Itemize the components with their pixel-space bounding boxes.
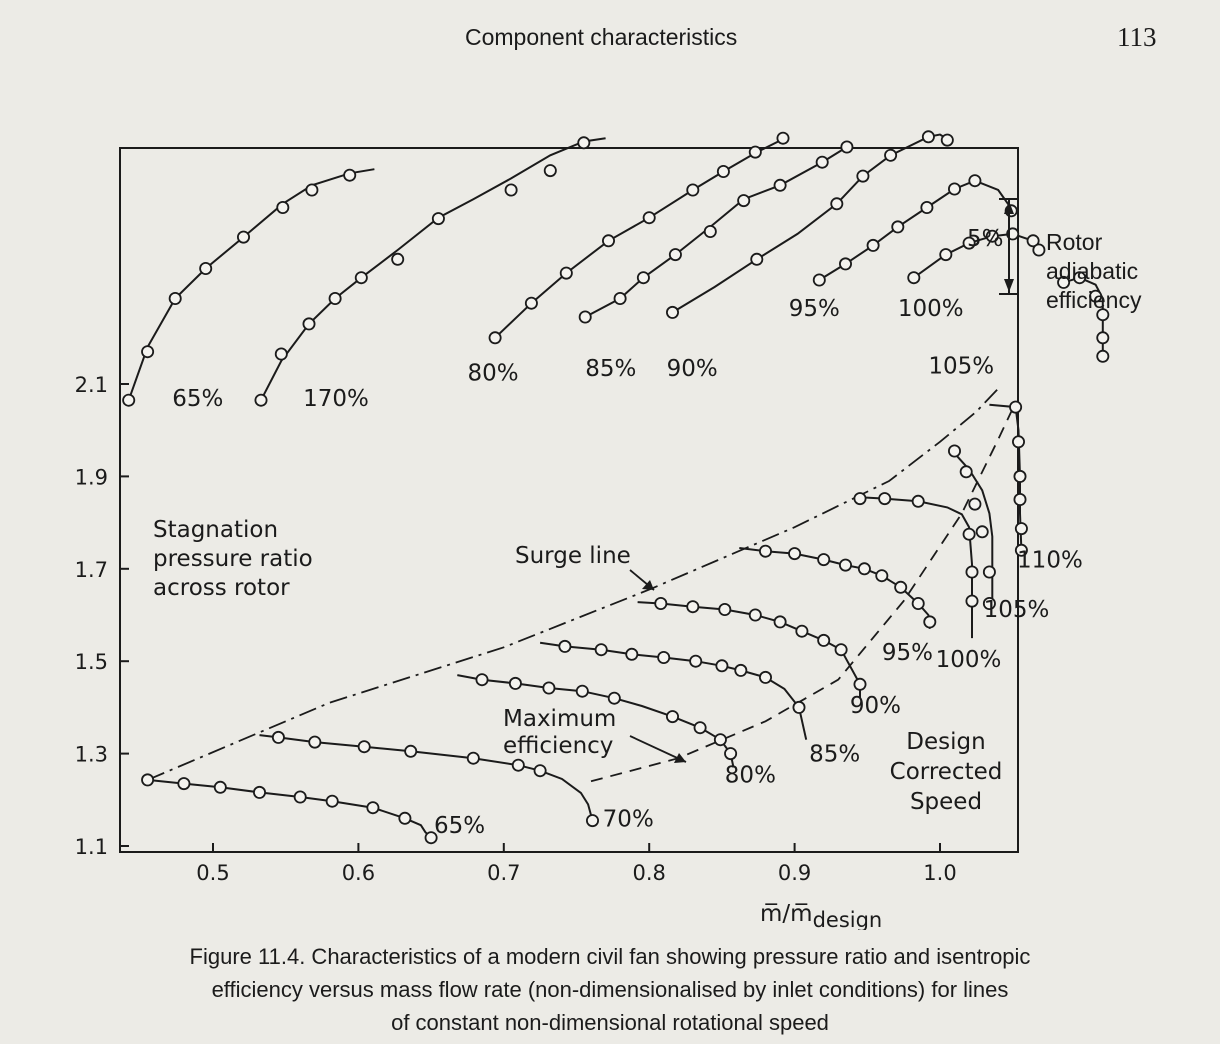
efficiency-marker [392, 254, 403, 265]
chart-root [75, 131, 1142, 930]
efficiency-marker [831, 198, 842, 209]
y-tick-label: 1.7 [74, 557, 108, 582]
efficiency-marker [526, 298, 537, 309]
y-axis-label-line: Stagnation [153, 517, 279, 543]
design-speed-annotation: Speed [909, 789, 983, 815]
y-tick-label: 2.1 [74, 373, 108, 397]
pressure-ratio-marker [367, 802, 378, 813]
efficiency-line-label: 105% [928, 353, 995, 380]
max-efficiency-annotation: Maximum [503, 706, 617, 732]
efficiency-marker [638, 272, 649, 283]
max-efficiency-annotation: efficiency [503, 733, 614, 759]
efficiency-marker [868, 240, 879, 251]
pressure-ratio-marker [760, 672, 771, 683]
y-axis-label-line: across rotor [153, 575, 290, 601]
efficiency-marker [857, 171, 868, 182]
efficiency-marker [276, 348, 287, 359]
pressure-ratio-marker [966, 596, 977, 607]
efficiency-marker [738, 195, 749, 206]
efficiency-marker [885, 150, 896, 161]
pressure-ratio-marker [876, 570, 887, 581]
pressure-ratio-marker [513, 760, 524, 771]
efficiency-marker [170, 293, 181, 304]
efficiency-marker [670, 249, 681, 260]
pressure-ratio-marker [895, 582, 906, 593]
pressure-ratio-marker [854, 493, 865, 504]
pressure-ratio-marker [840, 560, 851, 571]
efficiency-marker [344, 170, 355, 181]
y-tick-label: 1.9 [74, 465, 108, 490]
efficiency-marker [1097, 351, 1108, 362]
pressure-ratio-marker [750, 609, 761, 620]
pressure-ratio-marker [966, 566, 977, 577]
rotor-efficiency-annotation: efficiency [1046, 287, 1142, 313]
pressure-ratio-line-label: 65% [434, 813, 486, 840]
pressure-ratio-marker [626, 649, 637, 660]
efficiency-marker [840, 258, 851, 269]
efficiency-marker [330, 293, 341, 304]
efficiency-marker [687, 184, 698, 195]
x-tick-label: 1.0 [923, 861, 957, 885]
pressure-ratio-line-label: 95% [881, 639, 933, 666]
pressure-ratio-line [638, 602, 860, 698]
pressure-ratio-marker [658, 652, 669, 663]
pressure-ratio-marker [142, 774, 153, 785]
pressure-ratio-marker [655, 598, 666, 609]
y-tick-label: 1.1 [74, 835, 108, 859]
y-tick-label: 1.5 [74, 650, 108, 675]
efficiency-marker [775, 180, 786, 191]
pressure-ratio-marker [405, 746, 416, 757]
pressure-ratio-marker [273, 732, 284, 743]
rotor-efficiency-annotation: Rotor [1046, 229, 1103, 255]
efficiency-marker [545, 165, 556, 176]
pressure-ratio-marker [1010, 402, 1021, 413]
efficiency-marker [303, 318, 314, 329]
pressure-ratio-marker [667, 711, 678, 722]
pressure-ratio-marker [559, 641, 570, 652]
pressure-ratio-marker [543, 682, 554, 693]
pressure-ratio-marker [913, 496, 924, 507]
figure-caption [100, 940, 1120, 1039]
scale-bar-arrowhead [1004, 279, 1014, 292]
pressure-ratio-marker [725, 748, 736, 759]
efficiency-marker [255, 395, 266, 406]
efficiency-marker [750, 147, 761, 158]
x-tick-label: 0.9 [777, 861, 812, 885]
pressure-ratio-line-label: 100% [935, 646, 1002, 673]
efficiency-line-label: 100% [897, 295, 964, 322]
efficiency-marker [942, 135, 953, 146]
pressure-ratio-marker [775, 616, 786, 627]
y-axis-label-line: pressure ratio [153, 546, 313, 572]
pressure-ratio-marker [535, 765, 546, 776]
efficiency-line [495, 139, 783, 338]
efficiency-marker [1097, 332, 1108, 343]
pressure-ratio-marker [964, 529, 975, 540]
pressure-ratio-line-label: 70% [602, 806, 654, 833]
rotor-efficiency-annotation: adiabatic [1046, 258, 1139, 284]
efficiency-marker [433, 213, 444, 224]
pressure-ratio-marker [879, 493, 890, 504]
pressure-ratio-marker [793, 702, 804, 713]
efficiency-marker [923, 131, 934, 142]
pressure-ratio-line-label: 85% [809, 741, 861, 768]
pressure-ratio-marker [818, 635, 829, 646]
efficiency-line-label: 95% [788, 295, 840, 322]
pressure-ratio-marker [969, 499, 980, 510]
pressure-ratio-marker [1016, 523, 1027, 534]
pressure-ratio-marker [818, 554, 829, 565]
efficiency-marker [718, 166, 729, 177]
x-tick-label: 0.5 [196, 861, 230, 885]
page-number: 113 [1117, 22, 1157, 52]
efficiency-marker [1033, 244, 1044, 255]
efficiency-marker [841, 141, 852, 152]
pressure-ratio-marker [690, 656, 701, 667]
efficiency-marker [817, 157, 828, 168]
pressure-ratio-line [148, 780, 432, 838]
efficiency-marker [949, 183, 960, 194]
pressure-ratio-marker [1014, 471, 1025, 482]
efficiency-line [129, 169, 375, 400]
efficiency-marker [751, 254, 762, 265]
efficiency-line [261, 138, 606, 400]
efficiency-marker [490, 332, 501, 343]
pressure-ratio-marker [1013, 436, 1024, 447]
pressure-ratio-marker [476, 674, 487, 685]
pressure-ratio-marker [609, 693, 620, 704]
efficiency-marker [142, 346, 153, 357]
efficiency-marker [921, 202, 932, 213]
efficiency-marker [200, 263, 211, 274]
pressure-ratio-marker [510, 678, 521, 689]
pressure-ratio-marker [715, 734, 726, 745]
efficiency-marker [892, 221, 903, 232]
caption-line-3: of constant non-dimensional rotational speed [391, 1010, 829, 1035]
design-speed-annotation: Corrected [889, 759, 1003, 785]
efficiency-line-label: 85% [585, 355, 637, 382]
efficiency-marker [814, 274, 825, 285]
pressure-ratio-marker [924, 616, 935, 627]
pressure-ratio-marker [949, 445, 960, 456]
pressure-ratio-marker [836, 644, 847, 655]
x-tick-label: 0.7 [487, 861, 521, 885]
pressure-ratio-marker [1014, 494, 1025, 505]
design-speed-annotation: Design [906, 729, 986, 755]
efficiency-marker [969, 175, 980, 186]
efficiency-marker [506, 184, 517, 195]
pressure-ratio-marker [796, 626, 807, 637]
efficiency-marker [615, 293, 626, 304]
pressure-ratio-marker [359, 741, 370, 752]
x-axis-label: m̅/m̅design [760, 901, 883, 930]
pressure-ratio-line [860, 497, 972, 638]
scale-bar-label: 5% [967, 226, 1004, 252]
pressure-ratio-marker [984, 566, 995, 577]
pressure-ratio-marker [399, 813, 410, 824]
pressure-ratio-marker [178, 778, 189, 789]
x-tick-label: 0.8 [632, 861, 666, 885]
surge-line-annotation: Surge line [515, 543, 631, 569]
pressure-ratio-marker [961, 466, 972, 477]
pressure-ratio-line-label: 90% [849, 693, 901, 720]
efficiency-marker [306, 184, 317, 195]
pressure-ratio-marker [295, 791, 306, 802]
pressure-ratio-marker [309, 737, 320, 748]
pressure-ratio-marker [854, 679, 865, 690]
efficiency-marker [777, 133, 788, 144]
pressure-ratio-marker [327, 796, 338, 807]
pressure-ratio-marker [719, 604, 730, 615]
caption-line-2: efficiency versus mass flow rate (non-dimensionalised by inlet conditions) for lines [211, 977, 1009, 1002]
pressure-ratio-marker [760, 546, 771, 557]
efficiency-marker [277, 202, 288, 213]
pressure-ratio-marker [596, 644, 607, 655]
pressure-ratio-marker [859, 563, 870, 574]
pressure-ratio-marker [254, 787, 265, 798]
efficiency-marker [578, 137, 589, 148]
pressure-ratio-marker [716, 660, 727, 671]
efficiency-line-label: 80% [467, 360, 519, 387]
caption-line-1: Figure 11.4. Characteristics of a modern civil fan showing pressure ratio and isentropic [189, 944, 1031, 969]
efficiency-marker [667, 307, 678, 318]
pressure-ratio-line-label: 105% [983, 596, 1050, 623]
efficiency-marker [940, 249, 951, 260]
pressure-ratio-marker [789, 548, 800, 559]
efficiency-marker [580, 311, 591, 322]
efficiency-marker [705, 226, 716, 237]
efficiency-marker [908, 272, 919, 283]
efficiency-marker [561, 268, 572, 279]
pressure-ratio-marker [695, 722, 706, 733]
pressure-ratio-marker [468, 753, 479, 764]
running-title: Component characteristics [465, 24, 738, 50]
efficiency-marker [356, 272, 367, 283]
pressure-ratio-line-label: 80% [724, 762, 776, 789]
efficiency-line-label: 65% [172, 385, 224, 412]
pressure-ratio-marker [687, 601, 698, 612]
pressure-ratio-marker [977, 526, 988, 537]
pressure-ratio-marker [587, 815, 598, 826]
pressure-ratio-marker [577, 686, 588, 697]
efficiency-marker [123, 395, 134, 406]
efficiency-marker [644, 212, 655, 223]
pressure-ratio-line-label: 110% [1017, 547, 1083, 574]
pressure-ratio-marker [215, 782, 226, 793]
y-tick-label: 1.3 [74, 742, 108, 767]
efficiency-line-label: 170% [303, 385, 369, 412]
efficiency-marker [238, 232, 249, 243]
x-tick-label: 0.6 [341, 861, 376, 885]
x-axis-label-subscript: design [812, 908, 883, 930]
efficiency-marker [603, 235, 614, 246]
pressure-ratio-marker [735, 665, 746, 676]
pressure-ratio-marker [913, 598, 924, 609]
efficiency-line-label: 90% [666, 355, 718, 382]
